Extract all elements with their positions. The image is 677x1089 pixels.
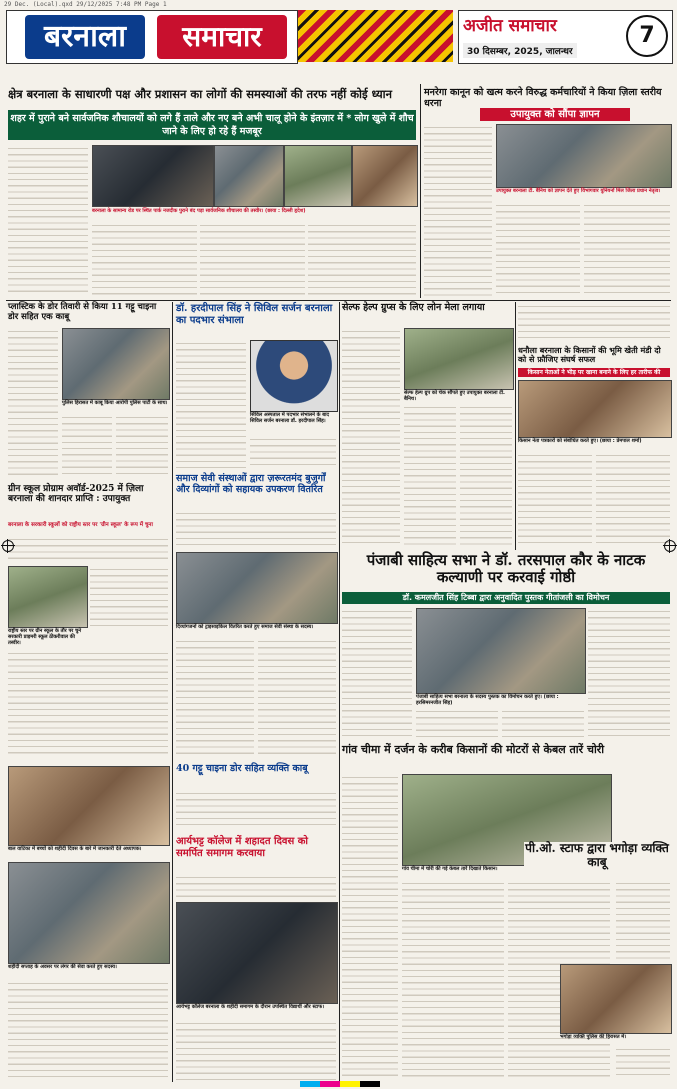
self-help-body-3	[460, 404, 512, 548]
mnrega-body-1	[424, 124, 492, 296]
bicycles-caption: दिव्यांगजनों को ट्राइसाइकिल वितरित करते हुए समाज सेवी संस्था के सदस्य।	[176, 624, 314, 630]
top-story-body-3	[200, 222, 305, 296]
masthead	[6, 10, 671, 62]
top-story-caption: बरनाला के सामान्य रोड पर स्थित पार्क नजदीक पुराने बंद पड़ा सार्वजनिक शौचालय की तस्वीर। (छाया : दिल्ली हृदेश)	[92, 208, 306, 214]
aryabhatt-caption: आर्यभट्ट कॉलेज बरनाला के शहीदी समागम के दौरान उपस्थित विद्यार्थी और स्टाफ।	[176, 1004, 324, 1010]
po-caption: भगोड़ा व्यक्ति पुलिस की हिरासत में।	[560, 1034, 627, 1040]
bicycles-body-2	[258, 638, 336, 758]
punjabi-body-4	[588, 608, 670, 738]
mnrega-caption: उपायुक्त बरनाला टी. बैनिथ को ज्ञापन देते हुए विभागवार युनियनों मिल जिला प्रधान नेतृत्व।	[496, 188, 661, 194]
dhanaula-body-top	[518, 303, 670, 343]
dhanaula-caption: किसान नेता पत्रकारों को संबोधित करते हुए। (छाया : प्रेमपाल शर्मा)	[518, 438, 642, 444]
dhanaula-body-1	[518, 452, 592, 548]
bicycles-body-1	[176, 638, 254, 758]
dhanaula-photo	[518, 380, 672, 438]
masthead-brand-block	[458, 10, 673, 64]
sealed-photo	[62, 328, 170, 400]
sealed-body-3	[116, 414, 168, 478]
date-text: 30 दिसम्बर, 2025	[467, 47, 540, 57]
po-body	[616, 880, 670, 960]
top-story-body-4	[308, 222, 416, 296]
sangh-caption: बाल वाटिका में बच्चों को शहीदी दिवस के बारे में जानकारी देते अध्यापक।	[8, 846, 142, 852]
top-story-photo-2	[214, 145, 284, 207]
farmers-headline: गांव चीमा में दर्जन के करीब किसानों की मोटरों से केबल तारें चोरी	[342, 743, 605, 756]
top-story-photo-4	[352, 145, 418, 207]
dhanaula-body-2	[596, 452, 670, 548]
china-40-body	[176, 790, 336, 830]
column-rule-2	[339, 302, 340, 1082]
mnrega-photo	[496, 124, 672, 188]
mnrega-body-3	[584, 202, 670, 296]
color-bar	[300, 1081, 380, 1087]
masthead-title-part2: समाचार	[157, 15, 287, 59]
farmers-body-1	[342, 774, 398, 1080]
punjabi-subhead: डॉ. कमलजीत सिंह टिब्बा द्वारा अनुवादित पुस्तक गीतांजली का विमोचन	[342, 592, 670, 604]
bottom-left-caption: शहीदी सप्ताह के अवसर पर लंगर की सेवा करते हुए सदस्य।	[8, 964, 117, 970]
doctor-caption: सिविल अस्पताल में पदभार संभालने के बाद सिविल सर्जन बरनाला डॉ. हरदीपाल सिंह।	[250, 412, 330, 424]
sealed-headline: प्लास्टिक के डोर तिवारी से किया 11 गट्टू चाइना डोर सहित एक काबू	[8, 302, 157, 322]
po-body-2	[616, 1046, 670, 1080]
punjabi-caption: पंजाबी साहित्य सभा बरनाला के सदस्य पुस्तक का विमोचन करते हुए। (छाया : हरसिमरनजीत सिंह)	[416, 694, 559, 706]
po-headline: पी.ओ. स्टाफ द्वारा भगोड़ा व्यक्ति काबू	[525, 841, 669, 869]
doctor-headline: डॉ. हरदीपाल सिंह ने सिविल सर्जन बरनाला का पदभार संभाला	[176, 303, 333, 326]
top-rule	[6, 300, 671, 301]
registration-mark-left	[2, 540, 14, 552]
top-story-photo-1	[92, 145, 214, 207]
china-40-headline: 40 गट्टू चाइना डोर सहित व्यक्ति काबू	[176, 763, 308, 774]
green-school-photo	[8, 566, 88, 628]
punjabi-photo	[416, 608, 586, 694]
bicycles-photo	[176, 552, 338, 624]
city-text: जालन्धर	[545, 47, 573, 57]
doctor-portrait	[250, 340, 338, 412]
top-story-subhead: शहर में पुराने बने सार्वजनिक शौचालयों को लगे हैं ताले और नए बने अभी चालू होने के इंतज़ार में * लोग खुले में शौच जाने के लिए हो रहे हैं मजबूर	[8, 110, 416, 140]
green-school-body-1	[8, 536, 168, 562]
dhanaula-headline: धनौला बरनाला के किसानों की भूमि खेती मंडी दो को से फ़ौजिए संघर्ष सफल	[518, 345, 661, 365]
self-help-body-1	[342, 328, 400, 548]
doctor-body-1	[176, 340, 246, 470]
edition-date: 30 दिसम्बर, 2025, जालन्धर	[463, 43, 577, 58]
green-school-caption: राष्ट्रीय स्तर पर ग्रीन स्कूल के तौर पर चुने सरकारी प्राइमरी स्कूल ठीकरीवाल की तस्वीर।	[8, 628, 82, 646]
punjabi-body-2	[416, 708, 498, 738]
column-rule-3	[420, 84, 421, 298]
doctor-body-2	[250, 436, 336, 470]
self-help-headline: सेल्फ हेल्प ग्रुप्स के लिए लोन मेला लगाया	[342, 302, 485, 313]
top-story-headline: क्षेत्र बरनाला के साधारणी पक्ष और प्रशासन का लोगों की समस्याओं की तरफ नहीं कोई ध्यान	[8, 87, 393, 101]
print-slug-line: 29 Dec. (Local).qxd 29/12/2025 7:48 PM Page 1	[4, 1, 167, 8]
green-school-body-3	[8, 650, 168, 758]
punjabi-body-1	[342, 608, 412, 738]
top-story-body-2	[92, 222, 197, 296]
po-photo	[560, 964, 672, 1034]
green-school-body-2	[90, 566, 168, 626]
top-story-photo-3	[284, 145, 352, 207]
mnrega-headline: मनरेगा कानून को खत्म करने विरुद्ध कर्मचारियों ने किया ज़िला स्तरीय धरना	[424, 87, 662, 109]
punjabi-headline: पंजाबी साहित्य सभा ने डॉ. तरसपाल कौर के नाटक कल्याणी पर करवाई गोष्ठी	[366, 551, 646, 587]
self-help-caption: सेल्फ हेल्प ग्रुप को चेक सौंपते हुए उपायुक्त बरनाला टी. बैनिथ।	[404, 390, 505, 402]
column-rule-4	[515, 302, 516, 550]
page-number: 7	[626, 15, 668, 57]
aryabhatt-headline: आर्यभट्ट कॉलेज में शहादत दिवस को समर्पित समागम करवाया	[176, 836, 308, 859]
self-help-body-2	[404, 404, 456, 548]
bicycles-intro	[176, 510, 336, 548]
mnrega-body-2	[496, 202, 580, 296]
bottom-left-body	[8, 980, 168, 1080]
sangh-photo	[8, 766, 170, 846]
masthead-stripes	[298, 10, 453, 62]
sealed-body-2	[62, 414, 112, 478]
registration-mark-right	[664, 540, 676, 552]
masthead-title-part1: बरनाला	[25, 15, 145, 59]
green-school-subhead: बरनाला के सरकारी स्कूलों को राष्ट्रीय स्तर पर 'ग्रीन स्कूल' के रूप में चुना	[8, 522, 153, 528]
green-school-headline: ग्रीन स्कूल प्रोग्राम अवॉर्ड-2025 में ज़िला बरनाला की शानदार प्राप्ति : उपायुक्त	[8, 484, 144, 505]
bottom-left-photo	[8, 862, 170, 964]
punjabi-body-3	[502, 708, 584, 738]
aryabhatt-intro	[176, 874, 336, 898]
column-rule-1	[172, 302, 173, 1082]
aryabhatt-body	[176, 1020, 336, 1080]
farmers-body-2	[402, 880, 504, 1080]
masthead-title-block	[6, 10, 298, 64]
bicycles-headline: समाज सेवी संस्थाओं द्वारा ज़रूरतमंद बुजुर्गों और दिव्यांगों को सहायक उपकरण वितरित	[176, 473, 326, 495]
dhanaula-banner: किसान नेताओं ने भीड़ पर खाना बनाने के लिए हर तारीफ की	[518, 368, 670, 377]
mnrega-subhead: उपायुक्त को सौंपा ज्ञापन	[480, 108, 630, 121]
farmers-caption: गांव चीमा में चोरी की गई केबल तारें दिखाते किसान।	[402, 866, 498, 872]
brand-name: अजीत समाचार	[463, 16, 557, 36]
self-help-photo	[404, 328, 514, 390]
sealed-body-1	[8, 328, 58, 478]
aryabhatt-photo	[176, 902, 338, 1004]
top-story-body-1	[8, 145, 88, 295]
sealed-caption: पुलिस हिरासत में काबू किया आरोपी पुलिस पार्टी के साथ।	[62, 400, 168, 406]
